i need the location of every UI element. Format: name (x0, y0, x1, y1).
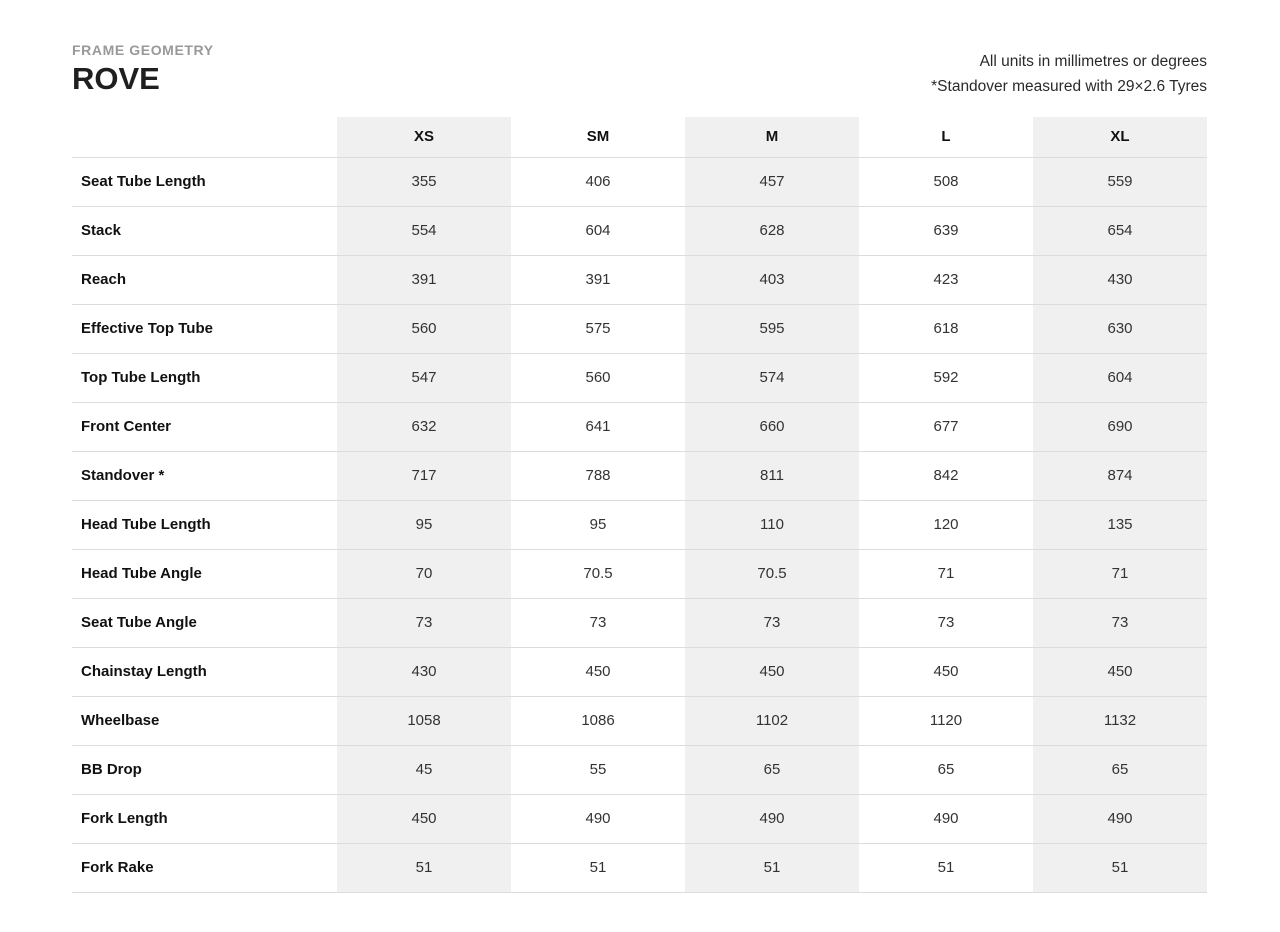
row-label: Wheelbase (81, 712, 160, 729)
column-header-xs: XS (413, 128, 434, 146)
row-label: Fork Length (81, 810, 168, 827)
value-cell: 73 (1111, 614, 1129, 631)
page-title: ROVE (72, 61, 160, 96)
row-label: Stack (81, 222, 122, 239)
value-cell: 654 (1107, 222, 1133, 239)
value-cell: 423 (933, 271, 959, 288)
row-label: Standover * (81, 467, 165, 484)
value-cell: 391 (411, 271, 437, 288)
standover-note-line: *Standover measured with 29×2.6 Tyres (931, 77, 1207, 95)
units-notes (931, 50, 1207, 99)
value-cell: 120 (933, 516, 959, 533)
table-corner-cell (72, 117, 337, 157)
row-label: Seat Tube Length (81, 173, 206, 190)
table-header-row (72, 117, 1207, 157)
table-row (72, 255, 1207, 304)
value-cell: 450 (585, 663, 611, 680)
value-cell: 135 (1107, 516, 1133, 533)
value-cell: 490 (585, 810, 611, 827)
row-label: Top Tube Length (81, 369, 201, 386)
column-header-m: M (765, 128, 779, 146)
value-cell: 51 (763, 859, 781, 876)
units-note-line: All units in millimetres or degrees (979, 53, 1207, 70)
value-cell: 70.5 (583, 565, 613, 582)
value-cell: 1086 (581, 712, 615, 729)
value-cell: 595 (759, 320, 785, 337)
row-label: Fork Rake (81, 859, 154, 876)
value-cell: 630 (1107, 320, 1133, 337)
value-cell: 55 (589, 761, 607, 778)
value-cell: 65 (1111, 761, 1129, 778)
value-cell: 450 (933, 663, 959, 680)
value-cell: 1058 (407, 712, 441, 729)
table-row (72, 696, 1207, 745)
value-cell: 490 (759, 810, 785, 827)
value-cell: 618 (933, 320, 959, 337)
table-body (72, 157, 1207, 892)
row-label: Chainstay Length (81, 663, 207, 680)
value-cell: 70.5 (757, 565, 787, 582)
section-eyebrow: FRAME GEOMETRY (72, 42, 214, 58)
value-cell: 355 (411, 173, 437, 190)
value-cell: 547 (411, 369, 437, 386)
table-row (72, 843, 1207, 892)
value-cell: 430 (1107, 271, 1133, 288)
value-cell: 51 (589, 859, 607, 876)
geometry-table (72, 117, 1207, 893)
column-header-sm: SM (586, 128, 610, 146)
table-head (72, 117, 1207, 157)
value-cell: 1132 (1103, 712, 1137, 729)
column-header-l: L (941, 128, 951, 146)
value-cell: 71 (1111, 565, 1129, 582)
table-row (72, 304, 1207, 353)
value-cell: 51 (937, 859, 955, 876)
value-cell: 554 (411, 222, 437, 239)
value-cell: 70 (415, 565, 433, 582)
value-cell: 592 (933, 369, 959, 386)
value-cell: 71 (937, 565, 955, 582)
value-cell: 73 (589, 614, 607, 631)
value-cell: 632 (411, 418, 437, 435)
value-cell: 450 (759, 663, 785, 680)
value-cell: 604 (585, 222, 611, 239)
row-label: Seat Tube Angle (81, 614, 197, 631)
value-cell: 1102 (755, 712, 789, 729)
table-row (72, 647, 1207, 696)
value-cell: 641 (585, 418, 611, 435)
value-cell: 560 (585, 369, 611, 386)
value-cell: 628 (759, 222, 785, 239)
table-row (72, 745, 1207, 794)
row-label: BB Drop (81, 761, 142, 778)
value-cell: 490 (1107, 810, 1133, 827)
value-cell: 660 (759, 418, 785, 435)
value-cell: 73 (415, 614, 433, 631)
value-cell: 575 (585, 320, 611, 337)
value-cell: 811 (760, 467, 784, 484)
value-cell: 51 (1111, 859, 1129, 876)
column-header-xl: XL (1110, 128, 1130, 146)
value-cell: 73 (763, 614, 781, 631)
value-cell: 677 (933, 418, 959, 435)
value-cell: 73 (937, 614, 955, 631)
value-cell: 690 (1107, 418, 1133, 435)
row-label: Reach (81, 271, 127, 288)
value-cell: 457 (759, 173, 785, 190)
row-label: Front Center (81, 418, 171, 435)
page-header (72, 42, 1207, 99)
value-cell: 403 (759, 271, 785, 288)
value-cell: 110 (760, 516, 784, 533)
value-cell: 391 (585, 271, 611, 288)
value-cell: 574 (759, 369, 785, 386)
table-row (72, 353, 1207, 402)
value-cell: 95 (415, 516, 433, 533)
value-cell: 51 (415, 859, 433, 876)
table-row (72, 402, 1207, 451)
value-cell: 1120 (929, 712, 963, 729)
value-cell: 45 (415, 761, 433, 778)
value-cell: 508 (933, 173, 959, 190)
value-cell: 95 (589, 516, 607, 533)
table-row (72, 598, 1207, 647)
value-cell: 874 (1107, 467, 1133, 484)
value-cell: 450 (1107, 663, 1133, 680)
row-label: Head Tube Angle (81, 565, 202, 582)
value-cell: 406 (585, 173, 611, 190)
row-label: Effective Top Tube (81, 320, 213, 337)
table-row (72, 549, 1207, 598)
value-cell: 490 (933, 810, 959, 827)
value-cell: 65 (937, 761, 955, 778)
value-cell: 717 (411, 467, 437, 484)
value-cell: 65 (763, 761, 781, 778)
value-cell: 450 (411, 810, 437, 827)
value-cell: 430 (411, 663, 437, 680)
table-row (72, 206, 1207, 255)
table-row (72, 157, 1207, 206)
value-cell: 639 (933, 222, 959, 239)
value-cell: 560 (411, 320, 437, 337)
title-block (72, 42, 214, 97)
value-cell: 788 (585, 467, 611, 484)
value-cell: 559 (1107, 173, 1133, 190)
row-label: Head Tube Length (81, 516, 211, 533)
table-row (72, 794, 1207, 843)
table-row (72, 500, 1207, 549)
table-row (72, 451, 1207, 500)
value-cell: 842 (933, 467, 959, 484)
value-cell: 604 (1107, 369, 1133, 386)
